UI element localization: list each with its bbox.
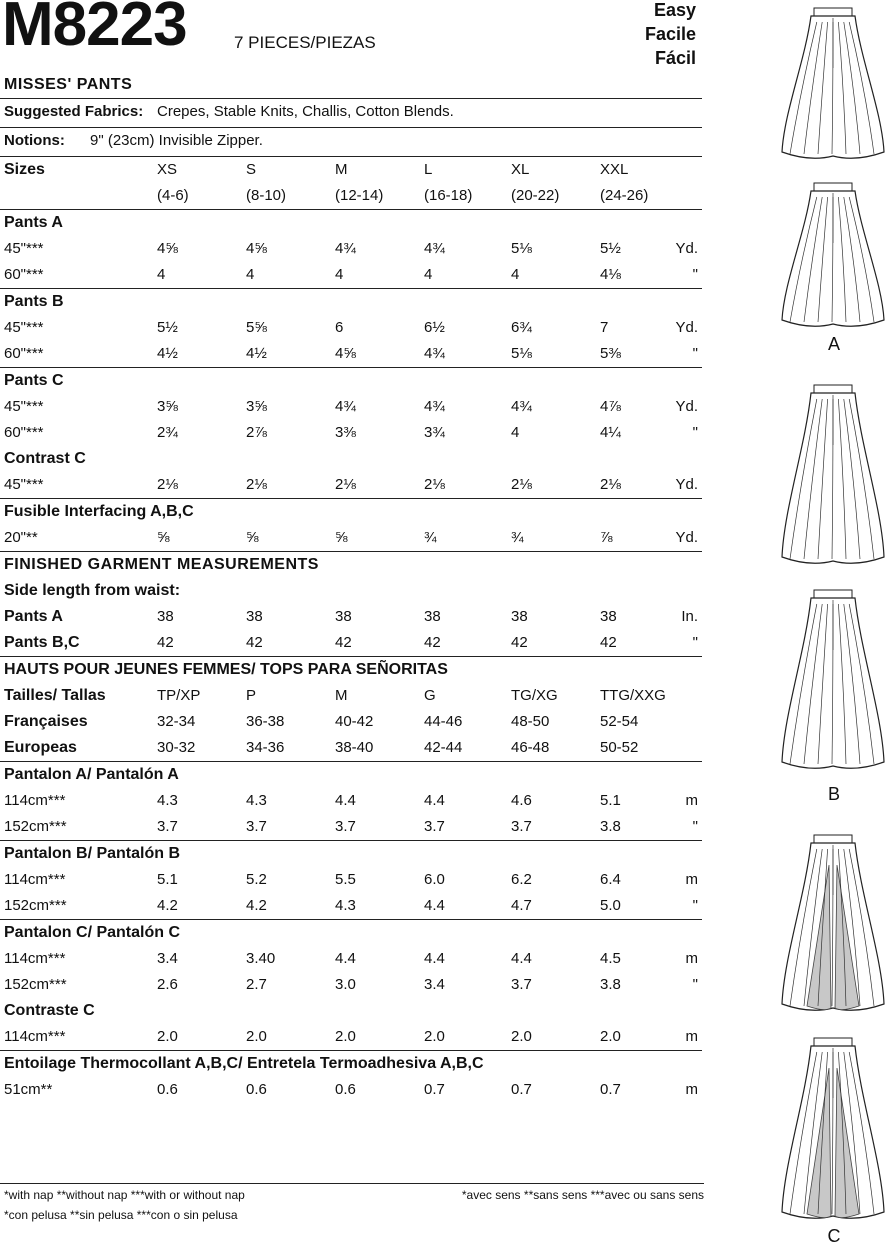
table-cell: 38 (157, 608, 174, 625)
finished-subtitle-row (0, 578, 702, 604)
fabric-width: 114cm*** (4, 1028, 66, 1045)
section-heading (0, 840, 702, 867)
size-cell: 46-48 (511, 739, 550, 756)
section-title: Entoilage Thermocollant A,B,C/ Entretela Termoadhesiva A,B,C (4, 1055, 484, 1072)
table-cell: 5⅛ (511, 345, 532, 362)
table-cell: 3.8 (600, 818, 621, 835)
chart-title (0, 72, 702, 98)
table-row (0, 1024, 702, 1050)
fabric-width: 152cm*** (4, 976, 67, 993)
section-heading (0, 446, 702, 472)
table-cell: 42 (424, 634, 441, 651)
table-cell: 4.3 (335, 897, 356, 914)
pants-b-front-waistband (814, 385, 852, 393)
size-cell: P (246, 687, 257, 704)
unit: m (685, 871, 698, 888)
table-cell: 2.0 (600, 1028, 621, 1045)
table-cell: 4 (157, 266, 166, 283)
garment-illustrations (780, 0, 890, 1248)
table-cell: 5.0 (600, 897, 621, 914)
size-range: (8-10) (246, 187, 287, 204)
pants-line-drawings (780, 0, 890, 1248)
table-cell: 2.0 (335, 1028, 356, 1045)
table-cell: 4½ (157, 345, 178, 362)
table-cell: 4.6 (511, 792, 532, 809)
unit: Yd. (675, 476, 698, 493)
pattern-number: M8223 (2, 0, 187, 59)
garment-name: Pants B,C (4, 634, 80, 651)
table-cell: ⅝ (335, 529, 348, 546)
finished-subtitle: Side length from waist: (4, 582, 181, 599)
table-row (0, 946, 702, 972)
table-cell: 3.7 (511, 818, 532, 835)
section-title: Contraste C (4, 1002, 95, 1019)
fabric-width: 60"*** (4, 345, 44, 362)
table-cell: 2.0 (157, 1028, 178, 1045)
table-cell: 38 (511, 608, 528, 625)
table-cell: 4 (246, 266, 255, 283)
unit: In. (681, 608, 698, 625)
section-title: Fusible Interfacing A,B,C (4, 503, 194, 520)
section-title: Pants A (4, 214, 63, 231)
table-cell: 38 (600, 608, 617, 625)
fabrics-label: Suggested Fabrics: (4, 103, 144, 120)
unit: m (685, 950, 698, 967)
fabric-width: 45"*** (4, 476, 44, 493)
table-cell: 4⅝ (246, 240, 267, 257)
table-row (0, 1077, 702, 1103)
pants-b-back-waistband (814, 590, 852, 598)
fabric-width: 60"*** (4, 266, 44, 283)
table-cell: 4.4 (335, 792, 356, 809)
table-cell: 3⅝ (157, 398, 178, 415)
table-cell: 6½ (424, 319, 445, 336)
table-cell: 2⅛ (424, 476, 445, 493)
table-cell: 42 (511, 634, 528, 651)
size-code: S (246, 161, 257, 178)
size-cell: M (335, 687, 348, 704)
table-cell: 4¼ (600, 424, 621, 441)
fabric-width: 114cm*** (4, 871, 66, 888)
size-row-label: Françaises (4, 713, 88, 730)
table-cell: 4.5 (600, 950, 621, 967)
table-cell: 5½ (157, 319, 178, 336)
table-cell: 5⅝ (246, 319, 267, 336)
footnote-spanish: *con pelusa **sin pelusa ***con o sin pelusa (4, 1208, 238, 1222)
section-title: Pantalon B/ Pantalón B (4, 845, 181, 862)
size-cell: 32-34 (157, 713, 196, 730)
table-cell: 6.0 (424, 871, 445, 888)
table-cell: 4.7 (511, 897, 532, 914)
pants-c-back-waistband (814, 1038, 852, 1046)
table-cell: 4¾ (424, 398, 445, 415)
table-cell: 4 (424, 266, 433, 283)
table-cell: 3.7 (246, 818, 267, 835)
yardage-chart (0, 72, 702, 1103)
fabric-width: 152cm*** (4, 897, 67, 914)
fabrics-value: Crepes, Stable Knits, Challis, Cotton Blends. (157, 103, 454, 120)
table-row (0, 472, 702, 498)
size-cell: 52-54 (600, 713, 639, 730)
table-cell: 3.4 (157, 950, 178, 967)
pants-a-front-waistband (814, 8, 852, 16)
table-cell: 38 (335, 608, 352, 625)
size-range: (16-18) (424, 187, 473, 204)
fabric-width: 20"** (4, 529, 38, 546)
pants-c-front-waistband (814, 835, 852, 843)
table-cell: 2¾ (157, 424, 178, 441)
section-heading (0, 288, 702, 315)
table-cell: 4 (335, 266, 344, 283)
table-cell: ¾ (511, 529, 524, 546)
table-cell: 3.7 (335, 818, 356, 835)
table-cell: 0.6 (157, 1081, 178, 1098)
table-cell: 42 (335, 634, 352, 651)
table-cell: 38 (424, 608, 441, 625)
size-cell: 50-52 (600, 739, 639, 756)
size-code: L (424, 161, 433, 178)
metric-size-row (0, 709, 702, 735)
metric-size-row (0, 683, 702, 709)
metric-title: HAUTS POUR JEUNES FEMMES/ TOPS PARA SEÑORITAS (4, 661, 448, 678)
table-cell: 5.2 (246, 871, 267, 888)
notions-row (0, 127, 702, 156)
size-cell: 38-40 (335, 739, 374, 756)
size-cell: 40-42 (335, 713, 374, 730)
table-cell: 42 (157, 634, 174, 651)
table-cell: 3¾ (424, 424, 445, 441)
size-code: M (335, 161, 348, 178)
fabric-width: 60"*** (4, 424, 44, 441)
finished-title-row (0, 551, 702, 578)
table-cell: 2⅛ (511, 476, 532, 493)
unit: " (692, 897, 698, 914)
unit: m (685, 1081, 698, 1098)
sizes-label: Sizes (4, 161, 45, 178)
chart-title-text: MISSES' PANTS (4, 76, 133, 93)
size-cell: G (424, 687, 436, 704)
unit: " (692, 818, 698, 835)
table-cell: 4¾ (424, 240, 445, 257)
finished-title: FINISHED GARMENT MEASUREMENTS (4, 556, 319, 573)
table-cell: 42 (246, 634, 263, 651)
table-cell: 4.4 (424, 897, 445, 914)
suggested-fabrics-row (0, 98, 702, 127)
size-cell: 34-36 (246, 739, 285, 756)
table-cell: 5.1 (600, 792, 621, 809)
table-cell: 4.2 (246, 897, 267, 914)
unit: " (692, 976, 698, 993)
size-ranges-row (0, 183, 702, 209)
size-row-label: Tailles/ Tallas (4, 687, 106, 704)
size-range: (24-26) (600, 187, 649, 204)
table-cell: 3.7 (511, 976, 532, 993)
table-cell: 2.0 (424, 1028, 445, 1045)
section-title: Pantalon C/ Pantalón C (4, 924, 181, 941)
size-row-label: Europeas (4, 739, 77, 756)
section-heading (0, 998, 702, 1024)
notions-value: 9" (23cm) Invisible Zipper. (90, 132, 263, 149)
size-cell: 44-46 (424, 713, 463, 730)
table-row (0, 788, 702, 814)
section-title: Pantalon A/ Pantalón A (4, 766, 179, 783)
section-title: Pants B (4, 293, 64, 310)
table-cell: 38 (246, 608, 263, 625)
unit: m (685, 1028, 698, 1045)
table-cell: 0.7 (600, 1081, 621, 1098)
table-cell: 4.4 (511, 950, 532, 967)
table-cell: 3.4 (424, 976, 445, 993)
table-row (0, 341, 702, 367)
table-cell: 6¾ (511, 319, 532, 336)
size-range: (12-14) (335, 187, 384, 204)
table-row (0, 525, 702, 551)
table-cell: 5½ (600, 240, 621, 257)
section-heading (0, 761, 702, 788)
table-cell: ⅞ (600, 529, 613, 546)
figure-label-b: B (827, 784, 840, 804)
table-cell: 2⅛ (335, 476, 356, 493)
table-cell: 3.8 (600, 976, 621, 993)
unit: m (685, 792, 698, 809)
pieces-count: 7 PIECES/PIEZAS (234, 33, 376, 52)
table-cell: 0.7 (424, 1081, 445, 1098)
section-heading (0, 209, 702, 236)
table-cell: 6.2 (511, 871, 532, 888)
table-row (0, 604, 702, 630)
table-row (0, 893, 702, 919)
table-cell: ¾ (424, 529, 437, 546)
table-cell: 2.0 (246, 1028, 267, 1045)
table-cell: 2⅛ (600, 476, 621, 493)
footnotes (0, 1183, 704, 1222)
table-cell: 5⅜ (600, 345, 621, 362)
table-row (0, 262, 702, 288)
table-cell: 0.7 (511, 1081, 532, 1098)
fabric-width: 45"*** (4, 319, 44, 336)
footnote-english: *with nap **without nap ***with or without nap (4, 1188, 245, 1202)
unit: Yd. (675, 398, 698, 415)
section-heading (0, 1050, 702, 1077)
size-code: XS (157, 161, 178, 178)
table-cell: 3.40 (246, 950, 276, 967)
table-cell: 4½ (246, 345, 267, 362)
difficulty-french: Facile (644, 24, 696, 44)
table-cell: 4 (511, 424, 520, 441)
size-range: (4-6) (157, 187, 189, 204)
table-row (0, 420, 702, 446)
table-cell: 4⅝ (157, 240, 178, 257)
table-cell: 4 (511, 266, 520, 283)
table-cell: 0.6 (246, 1081, 267, 1098)
difficulty-english: Easy (653, 0, 696, 20)
figure-label-c: C (827, 1226, 841, 1246)
table-cell: 2.7 (246, 976, 267, 993)
size-cell: TTG/XXG (600, 687, 666, 704)
size-cell: 42-44 (424, 739, 463, 756)
table-cell: 4.3 (246, 792, 267, 809)
table-cell: 4⅞ (600, 398, 621, 415)
table-cell: 4¾ (335, 240, 356, 257)
table-cell: 0.6 (335, 1081, 356, 1098)
table-cell: 3.7 (157, 818, 178, 835)
fabric-width: 114cm*** (4, 950, 66, 967)
section-heading (0, 919, 702, 946)
sizes-row (0, 156, 702, 183)
unit: " (692, 424, 698, 441)
table-cell: 3.0 (335, 976, 356, 993)
size-range: (20-22) (511, 187, 560, 204)
table-row (0, 394, 702, 420)
table-cell: 42 (600, 634, 617, 651)
pants-a-back-waistband (814, 183, 852, 191)
table-cell: 5.1 (157, 871, 178, 888)
size-code: XL (511, 161, 530, 178)
unit: Yd. (675, 240, 698, 257)
difficulty-spanish: Fácil (654, 48, 696, 68)
table-cell: 6 (335, 319, 344, 336)
unit: " (692, 345, 698, 362)
unit: " (692, 266, 698, 283)
metric-title-row (0, 656, 702, 683)
table-cell: 4.3 (157, 792, 178, 809)
table-row (0, 315, 702, 341)
fabric-width: 152cm*** (4, 818, 67, 835)
table-cell: 3.7 (424, 818, 445, 835)
unit: Yd. (675, 319, 698, 336)
table-cell: 2⅛ (246, 476, 267, 493)
fabric-width: 114cm*** (4, 792, 66, 809)
table-cell: 5.5 (335, 871, 356, 888)
table-cell: 3⅜ (335, 424, 356, 441)
unit: Yd. (675, 529, 698, 546)
table-row (0, 814, 702, 840)
table-cell: 4¾ (335, 398, 356, 415)
table-cell: 4.4 (424, 792, 445, 809)
unit: " (692, 634, 698, 651)
size-code: XXL (600, 161, 629, 178)
table-cell: 4.4 (424, 950, 445, 967)
footnote-french: *avec sens **sans sens ***avec ou sans sens (461, 1188, 704, 1202)
table-cell: ⅝ (157, 529, 170, 546)
table-cell: 5⅛ (511, 240, 532, 257)
table-cell: 4.4 (335, 950, 356, 967)
metric-size-row (0, 735, 702, 761)
table-row (0, 972, 702, 998)
table-cell: 2⅛ (157, 476, 178, 493)
table-cell: 3⅝ (246, 398, 267, 415)
table-row (0, 236, 702, 262)
table-cell: 6.4 (600, 871, 621, 888)
notions-label: Notions: (4, 132, 65, 149)
size-cell: 36-38 (246, 713, 285, 730)
table-cell: 4¾ (511, 398, 532, 415)
table-cell: 4⅝ (335, 345, 356, 362)
section-title: Pants C (4, 372, 64, 389)
table-cell: 7 (600, 319, 609, 336)
figure-label-a: A (827, 334, 840, 354)
section-heading (0, 367, 702, 394)
size-cell: 48-50 (511, 713, 550, 730)
garment-name: Pants A (4, 608, 63, 625)
table-cell: 2.0 (511, 1028, 532, 1045)
table-cell: 4.2 (157, 897, 178, 914)
size-cell: 30-32 (157, 739, 196, 756)
table-row (0, 630, 702, 656)
table-cell: 4⅛ (600, 266, 621, 283)
size-cell: TP/XP (157, 687, 201, 704)
size-cell: TG/XG (511, 687, 558, 704)
table-cell: 2.6 (157, 976, 178, 993)
section-heading (0, 498, 702, 525)
fabric-width: 45"*** (4, 240, 44, 257)
fabric-width: 45"*** (4, 398, 44, 415)
table-cell: 2⅞ (246, 424, 267, 441)
table-cell: 4¾ (424, 345, 445, 362)
table-row (0, 867, 702, 893)
fabric-width: 51cm** (4, 1081, 53, 1098)
section-title: Contrast C (4, 450, 86, 467)
table-cell: ⅝ (246, 529, 259, 546)
